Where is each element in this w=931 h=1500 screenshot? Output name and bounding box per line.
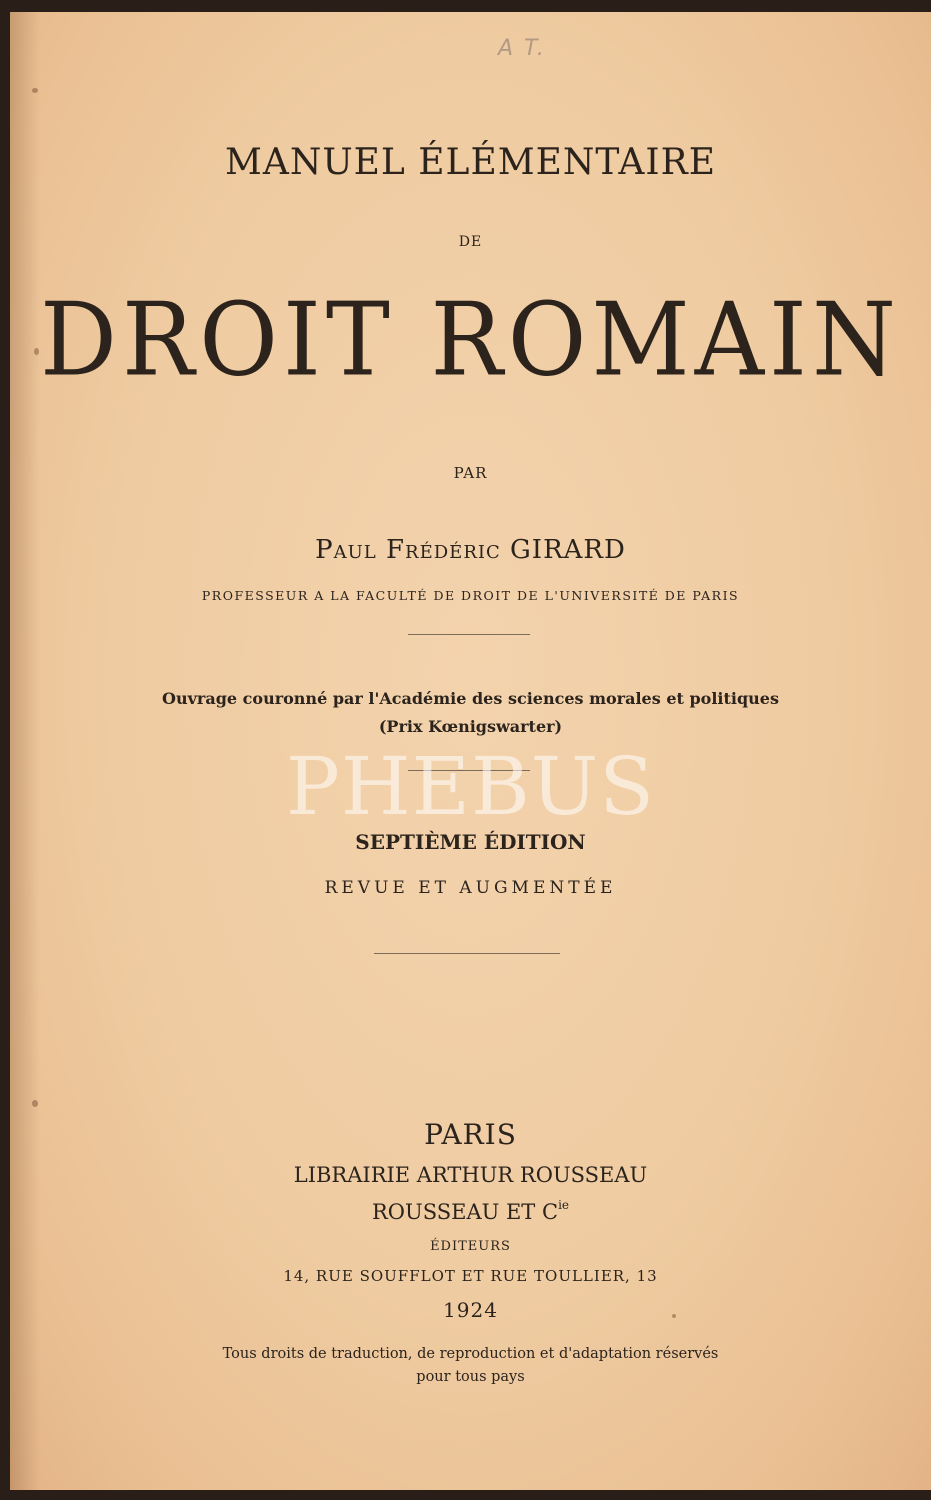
edition-number: SEPTIÈME ÉDITION xyxy=(355,830,586,854)
edition-note: REVUE ET AUGMENTÉE xyxy=(324,878,617,898)
author-name: Paul Frédéric GIRARD xyxy=(315,535,626,565)
rights-line-2: pour tous pays xyxy=(416,1369,525,1385)
watermark: PHEBUS xyxy=(285,740,655,833)
main-title: DROIT ROMAIN xyxy=(40,281,901,399)
divider-rule xyxy=(408,634,530,635)
pencil-mark: A T. xyxy=(498,36,546,61)
award-line-1: Ouvrage couronné par l'Académie des sciences morales et politiques xyxy=(162,689,779,708)
title-page xyxy=(10,12,931,1490)
publisher-address: 14, RUE SOUFFLOT ET RUE TOULLIER, 13 xyxy=(283,1267,658,1285)
foxing-spot xyxy=(32,88,38,93)
by-label: PAR xyxy=(453,464,488,482)
foxing-spot xyxy=(34,348,39,355)
foxing-spot xyxy=(672,1314,676,1318)
title-connector: DE xyxy=(458,234,483,250)
publisher-role: ÉDITEURS xyxy=(430,1239,511,1254)
publisher-house: LIBRAIRIE ARTHUR ROUSSEAU xyxy=(293,1163,648,1187)
publisher-firm-sup: ie xyxy=(558,1198,570,1212)
title-line-1: MANUEL ÉLÉMENTAIRE xyxy=(224,142,717,183)
author-position: PROFESSEUR A LA FACULTÉ DE DROIT DE L'UNIVERSITÉ DE PARIS xyxy=(201,588,740,603)
publication-year: 1924 xyxy=(443,1298,498,1322)
award-line-2: (Prix Kœnigswarter) xyxy=(378,717,563,736)
foxing-spot xyxy=(32,1100,38,1107)
rights-line-1: Tous droits de traduction, de reproduction et d'adaptation réservés xyxy=(222,1346,719,1362)
publisher-firm: ROUSSEAU ET $C^{ie}$ xyxy=(371,1198,570,1224)
divider-rule xyxy=(374,953,560,954)
publisher-city: PARIS xyxy=(424,1118,517,1151)
